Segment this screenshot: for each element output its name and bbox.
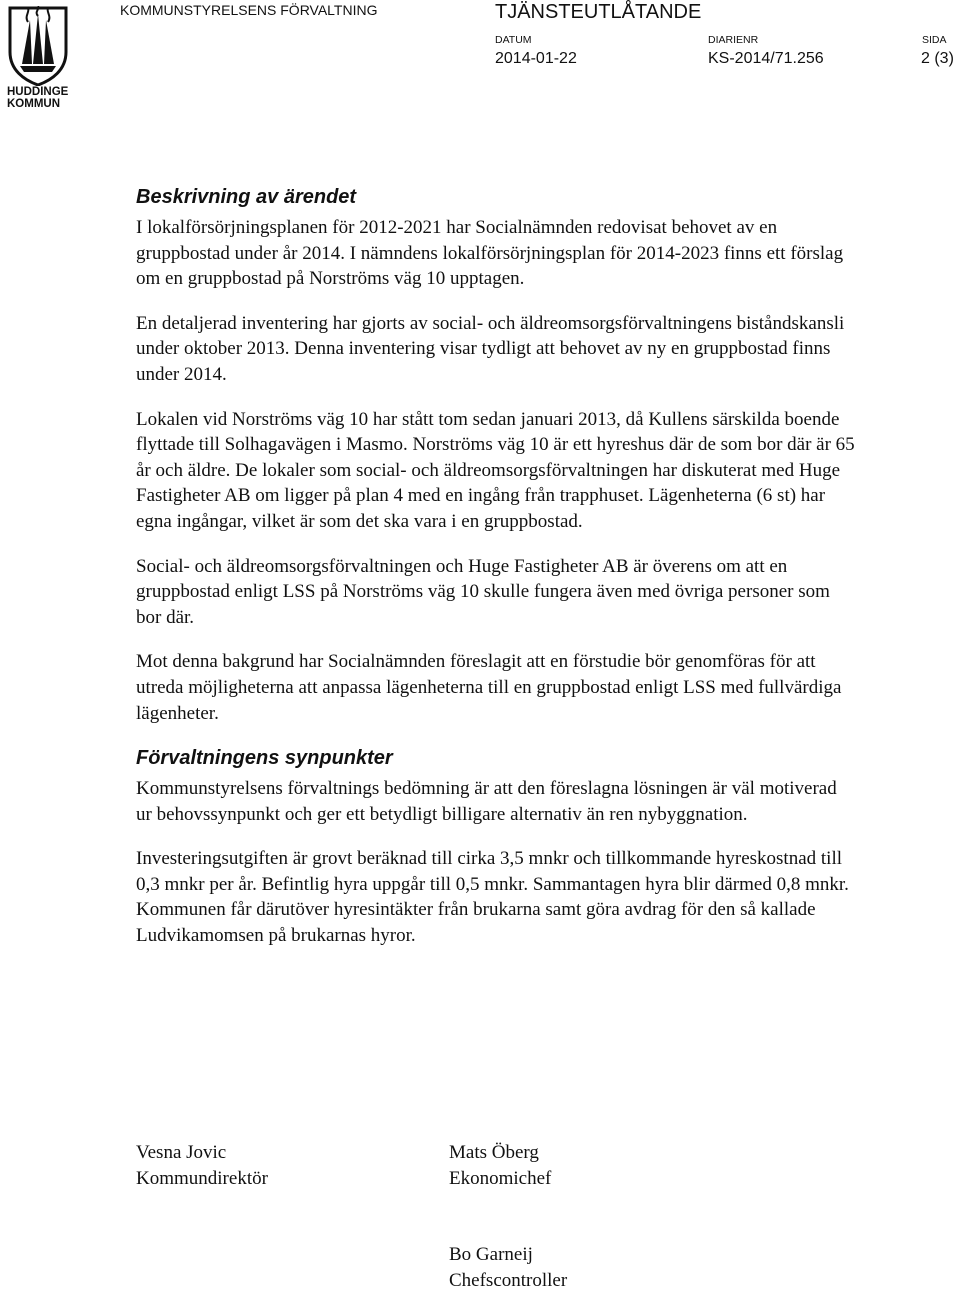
signature-block xyxy=(449,1242,567,1293)
sida-label: SIDA xyxy=(922,34,947,46)
paragraph: Lokalen vid Norströms väg 10 har stått tom sedan januari 2013, då Kullens särskilda boende flyttade till Solhagavägen i Masmo. Norströms väg 10 är ett hyreshus där de som bor där är 65 år och äldre. De lokaler som social- och äldreomsorgsförvaltningen har diskuterat med Huge Fastigheter AB om ligger på plan 4 med en ingång från trapphuset. Lägenheterna (6 st) har egna ingångar, vilket är som det ska vara i en gruppbostad. xyxy=(136,407,856,535)
signatory-name: Mats Öberg xyxy=(449,1140,551,1166)
paragraph: Investeringsutgiften är grovt beräknad till cirka 3,5 mnkr och tillkommande hyreskostnad till 0,3 mnkr per år. Befintlig hyra uppgår till 0,5 mnkr. Sammantagen hyra blir därmed 0,8 mnkr. Kommunen får därutöver hyresintäkter från brukarna samt göra avdrag för den så kallade Ludvikamomsen på brukarnas hyror. xyxy=(136,846,856,948)
sida-value: 2 (3) xyxy=(921,50,954,68)
organization-name: KOMMUNSTYRELSENS FÖRVALTNING xyxy=(120,2,377,18)
signatory-title: Ekonomichef xyxy=(449,1166,551,1192)
section-heading: Förvaltningens synpunkter xyxy=(136,745,856,771)
logo-text: HUDDINGE KOMMUN xyxy=(7,86,75,110)
paragraph: Social- och äldreomsorgsförvaltningen och Huge Fastigheter AB är överens om att en gruppbostad enligt LSS på Norströms väg 10 skulle fungera även med övriga personer som bor där. xyxy=(136,554,856,631)
document-type: TJÄNSTEUTLÅTANDE xyxy=(495,1,701,24)
paragraph: Mot denna bakgrund har Socialnämnden föreslagit att en förstudie bör genomföras för att utreda möjligheterna att anpassa lägenheterna till en gruppbostad enligt LSS med fullvärdiga lägenheter. xyxy=(136,649,856,726)
paragraph: Kommunstyrelsens förvaltnings bedömning är att den föreslagna lösningen är väl motiverad ur behovssynpunkt och ger ett betydligt billigare alternativ än ren nybyggnation. xyxy=(136,776,856,827)
signature-block xyxy=(449,1140,551,1191)
section-synpunkter xyxy=(136,745,856,949)
signatory-name: Vesna Jovic xyxy=(136,1140,268,1166)
diarienr-label: DIARIENR xyxy=(708,34,758,46)
coat-of-arms-icon xyxy=(6,6,70,86)
diarienr-value: KS-2014/71.256 xyxy=(708,50,824,68)
document-body xyxy=(136,184,856,968)
paragraph: I lokalförsörjningsplanen för 2012-2021 har Socialnämnden redovisat behovet av en gruppbostad under år 2014. I nämndens lokalförsörjningsplan för 2014-2023 finns ett förslag om en gruppbostad på Norströms väg 10 upptagen. xyxy=(136,215,856,292)
municipality-logo xyxy=(6,6,70,106)
datum-value: 2014-01-22 xyxy=(495,50,577,68)
section-heading: Beskrivning av ärendet xyxy=(136,184,856,210)
datum-label: DATUM xyxy=(495,34,532,46)
signature-block xyxy=(136,1140,268,1191)
signatory-title: Kommundirektör xyxy=(136,1166,268,1192)
paragraph: En detaljerad inventering har gjorts av social- och äldreomsorgsförvaltningens biståndskansli under oktober 2013. Denna inventering visar tydligt att behovet av ny en gruppbostad finns under 2014. xyxy=(136,311,856,388)
section-beskrivning xyxy=(136,184,856,726)
signatory-title: Chefscontroller xyxy=(449,1268,567,1293)
signatory-name: Bo Garneij xyxy=(449,1242,567,1268)
